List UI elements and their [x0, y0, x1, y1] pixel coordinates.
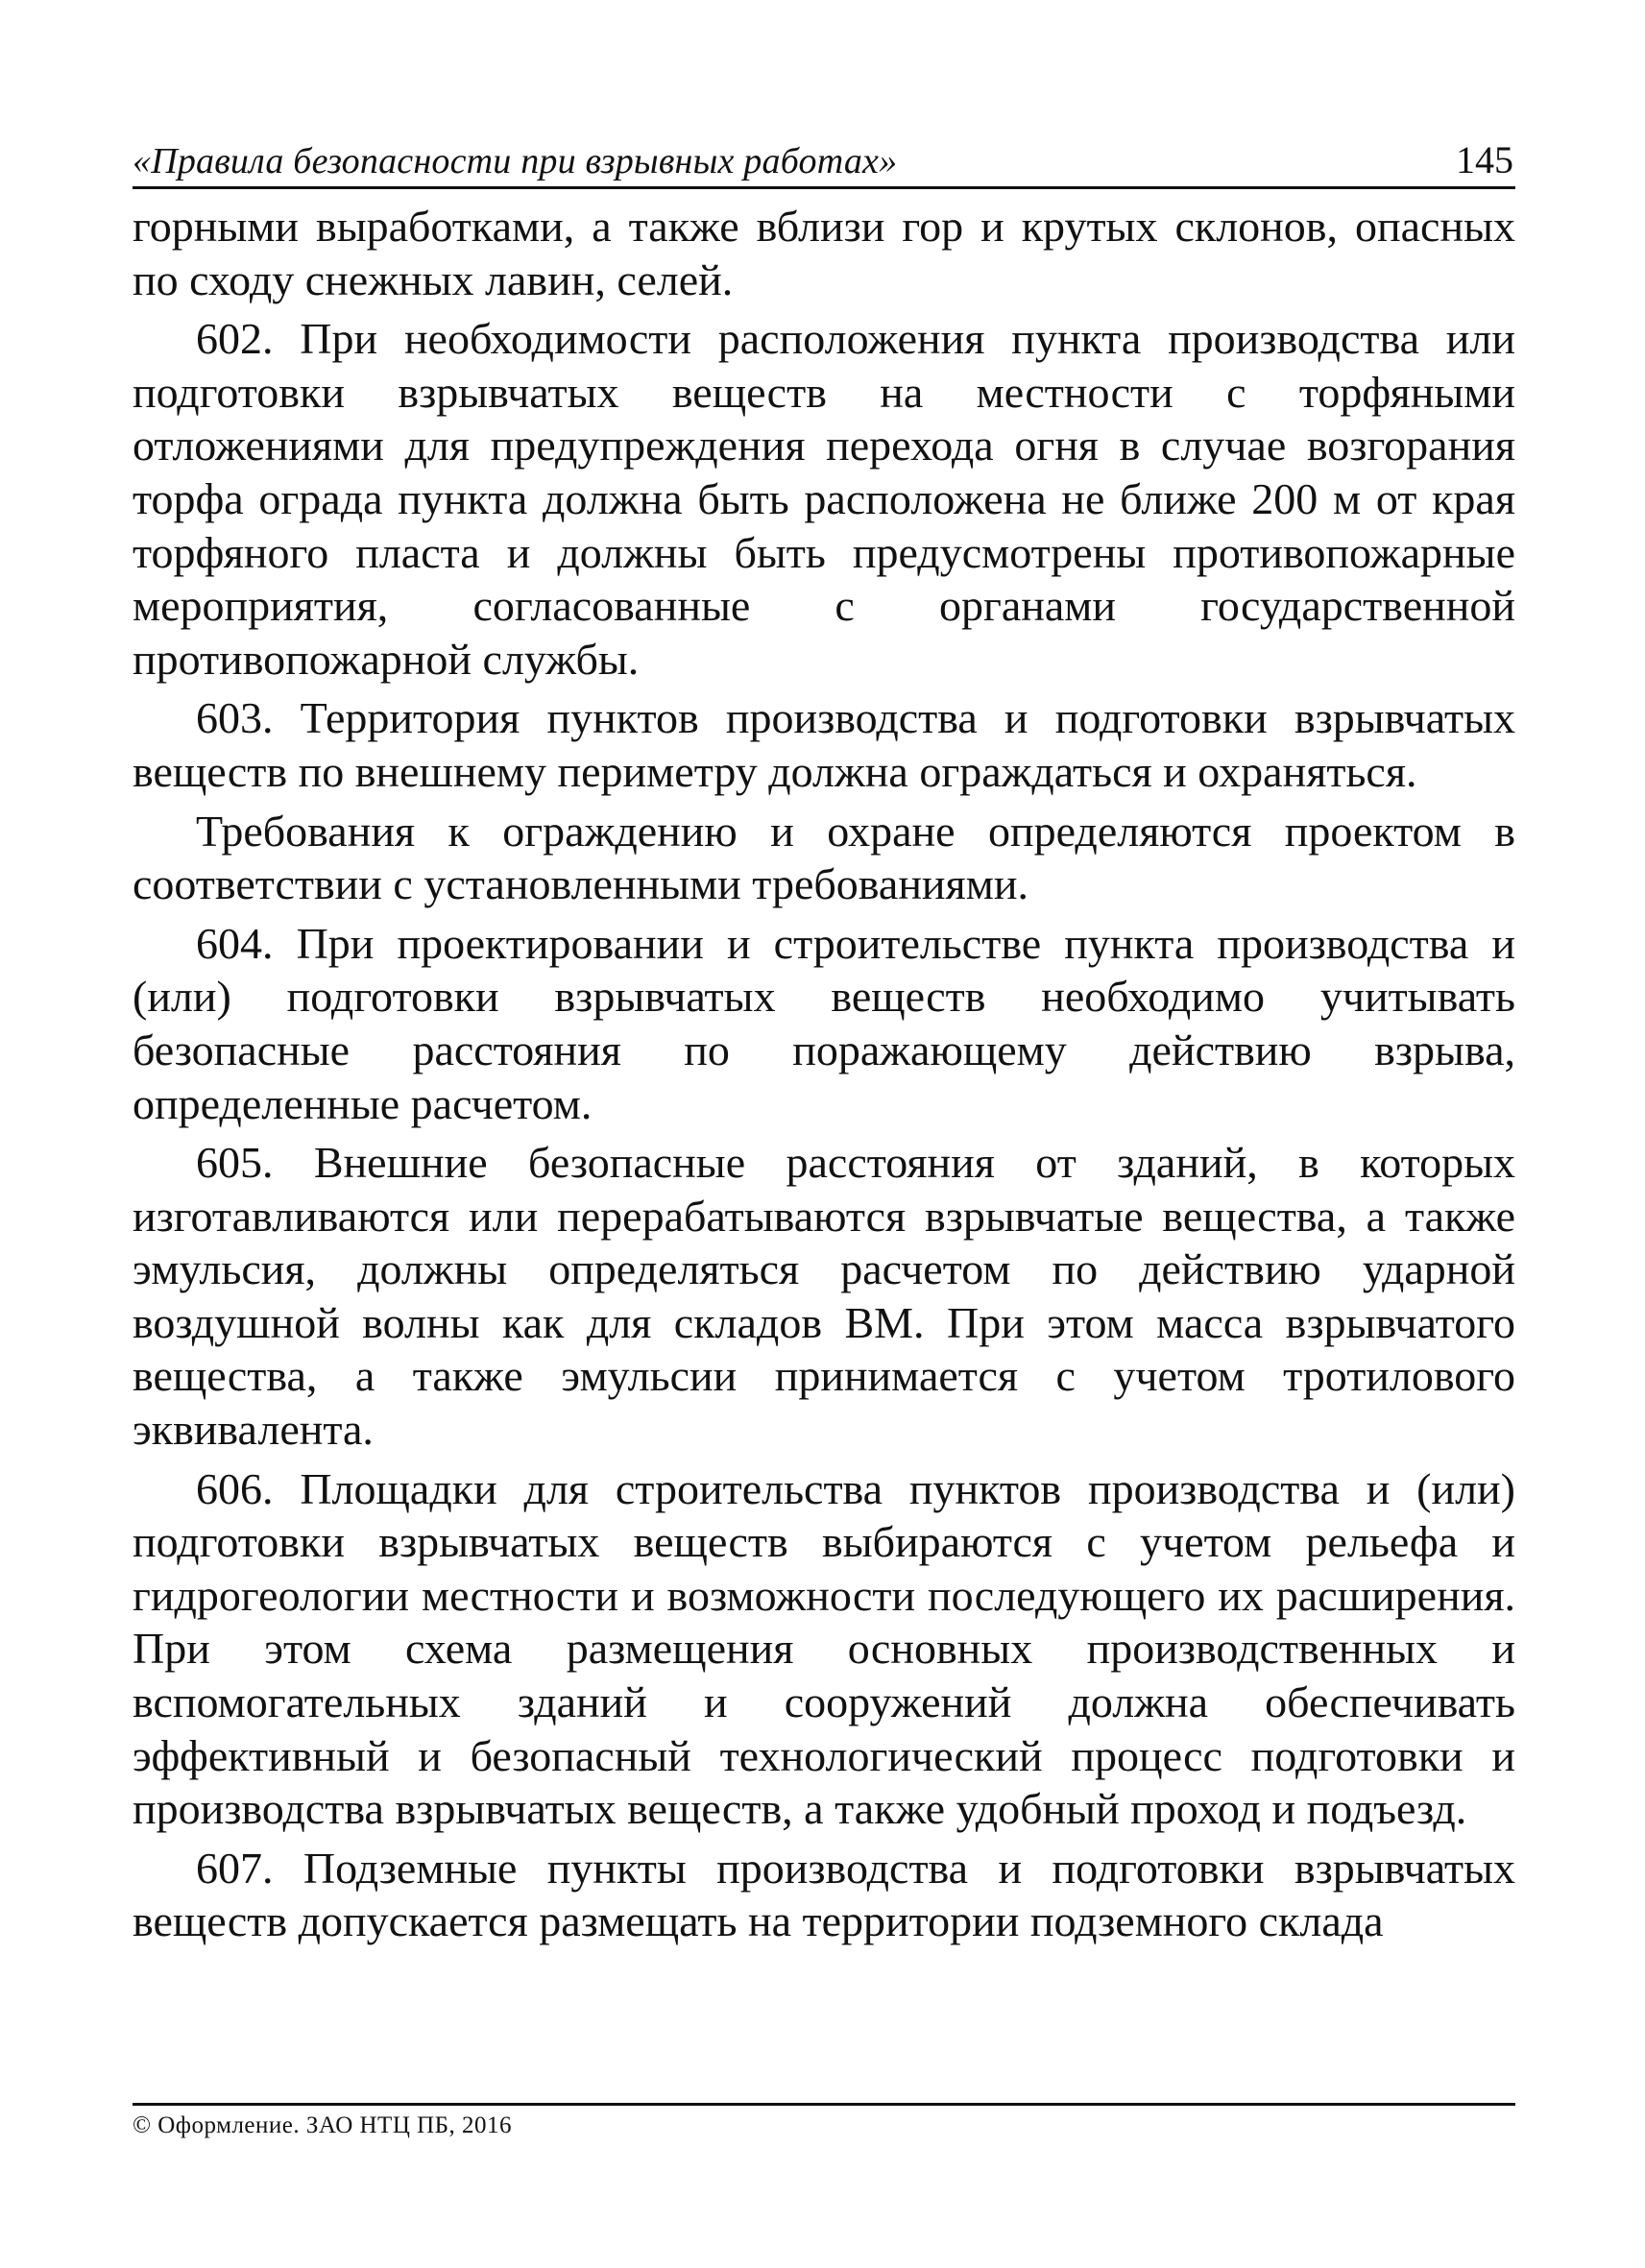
body-text: [133, 200, 1515, 1948]
paragraph-requirements: Требования к ограждению и охране определяются проектом в соответствии с установленными требованиями.: [133, 806, 1515, 909]
paragraph-604: 604. При проектировании и строительстве пункта производства и (или) подготовки взрывчатых веществ необходимо учитывать безопасные расстояния по поражающему действию взрыва, определенные расчетом.: [133, 918, 1515, 1128]
footer-divider: [133, 2103, 1515, 2106]
copyright-footer: © Оформление. ЗАО НТЦ ПБ, 2016: [133, 2112, 513, 2138]
running-header: [133, 133, 1515, 189]
running-title: «Правила безопасности при взрывных работах»: [133, 141, 898, 181]
paragraph-605: 605. Внешние безопасные расстояния от зданий, в которых изготавливаются или перерабатываются взрывчатые вещества, а также эмульсия, должны определяться расчетом по действию ударной воздушной волны как для складов ВМ. При этом масса взрывчатого вещества, а также эмульсии принимается с учетом тротилового эквивалента.: [133, 1138, 1515, 1455]
paragraph-607: 607. Подземные пункты производства и подготовки взрывчатых веществ допускается размещать на территории подземного склада: [133, 1843, 1515, 1946]
document-page: [133, 0, 1515, 2268]
paragraph-606: 606. Площадки для строительства пунктов производства и (или) подготовки взрывчатых веществ выбираются с учетом рельефа и гидрогеологии местности и возможности последующего их расширения. При этом схема размещения основных производственных и вспомогательных зданий и сооружений должна обеспечивать эффективный и безопасный технологический процесс подготовки и производства взрывчатых веществ, а также удобный проход и подъезд.: [133, 1463, 1515, 1834]
page-number: 145: [1456, 138, 1513, 181]
paragraph-continuation: горными выработками, а также вблизи гор и крутых склонов, опасных по сходу снежных лавин, селей.: [133, 202, 1515, 304]
paragraph-602: 602. При необходимости расположения пункта производства или подготовки взрывчатых веществ на местности с торфяными отложениями для предупреждения перехода огня в случае возгорания торфа ограда пункта должна быть расположена не ближе 200 м от края торфяного пласта и должны быть предусмотрены противопожарные мероприятия, согласованные с органами государственной противопожарной службы.: [133, 314, 1515, 684]
paragraph-603: 603. Территория пунктов производства и подготовки взрывчатых веществ по внешнему периметру должна ограждаться и охраняться.: [133, 693, 1515, 796]
